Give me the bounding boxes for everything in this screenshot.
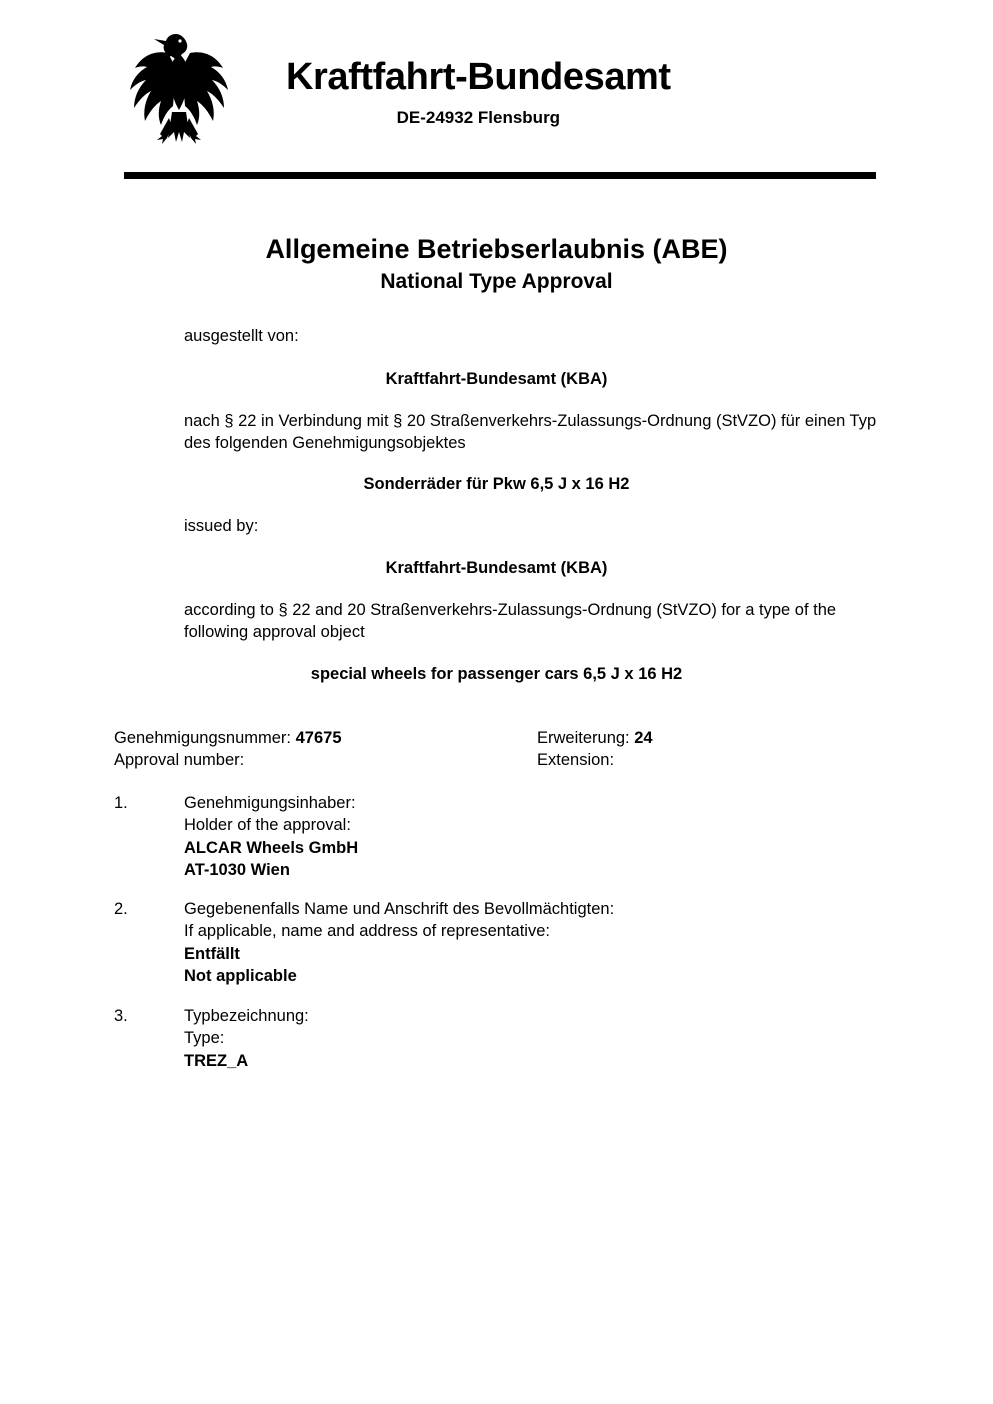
item-body: [184, 1005, 904, 1072]
issuer-name-de: Kraftfahrt-Bundesamt (KBA): [385, 370, 608, 388]
approval-number-line: [114, 727, 534, 749]
item-index: 2.: [114, 900, 128, 918]
issued-by-label-de: ausgestellt von:: [184, 327, 299, 345]
extension-block: [537, 727, 877, 772]
organization-address: DE-24932 Flensburg: [396, 107, 561, 127]
list-item: [114, 792, 904, 882]
item-value-2: AT-1030 Wien: [184, 861, 290, 880]
document-header: [0, 28, 993, 153]
issued-by-label-en: issued by:: [184, 517, 259, 535]
item-value-1: Entfällt: [184, 944, 240, 963]
header-text-block: [286, 28, 671, 128]
approval-object-de: Sonderräder für Pkw 6,5 J x 16 H2: [363, 475, 630, 493]
item-body: [184, 898, 904, 988]
legal-basis-en: according to § 22 and 20 Straßenverkehrs-Zulassungs-Ordnung (StVZO) for a type of the following approval object: [184, 601, 837, 642]
item-label-en: Holder of the approval:: [184, 816, 351, 835]
list-item: [114, 1005, 904, 1072]
legal-basis-de: nach § 22 in Verbindung mit § 20 Straßenverkehrs-Zulassungs-Ordnung (StVZO) für einen Typ des folgenden Genehmigungsobjektes: [184, 412, 877, 453]
organization-name: Kraftfahrt-Bundesamt: [286, 56, 671, 98]
approval-number-block: [114, 727, 534, 772]
item-value-1: TREZ_A: [184, 1051, 249, 1070]
document-title-en: National Type Approval: [380, 270, 613, 293]
list-item: [114, 898, 904, 988]
issuer-name-en: Kraftfahrt-Bundesamt (KBA): [385, 559, 608, 577]
header-divider: [124, 172, 876, 179]
item-label-en: If applicable, name and address of representative:: [184, 922, 550, 941]
federal-eagle-emblem-icon: [124, 28, 234, 153]
item-index: 1.: [114, 794, 128, 812]
item-index: 3.: [114, 1007, 128, 1025]
extension-line: [537, 727, 877, 749]
approval-number-label-de: Genehmigungsnummer:: [114, 729, 292, 747]
approval-object-en: special wheels for passenger cars 6,5 J x 16 H2: [310, 665, 683, 683]
item-label-de: Gegebenenfalls Name und Anschrift des Bevollmächtigten:: [184, 900, 615, 918]
item-value-2: Not applicable: [184, 967, 297, 986]
item-label-en: Type:: [184, 1029, 225, 1048]
extension-label-en: Extension:: [537, 751, 615, 770]
item-label-de: Typbezeichnung:: [184, 1007, 309, 1025]
item-body: [184, 792, 904, 882]
approval-number-label-en: Approval number:: [114, 751, 245, 770]
extension-label-de: Erweiterung:: [537, 729, 630, 747]
approval-number-value: 47675: [295, 729, 342, 747]
item-value-1: ALCAR Wheels GmbH: [184, 838, 359, 857]
document-title-de: Allgemeine Betriebserlaubnis (ABE): [265, 234, 728, 264]
item-label-de: Genehmigungsinhaber:: [184, 794, 356, 812]
extension-value: 24: [634, 729, 653, 747]
